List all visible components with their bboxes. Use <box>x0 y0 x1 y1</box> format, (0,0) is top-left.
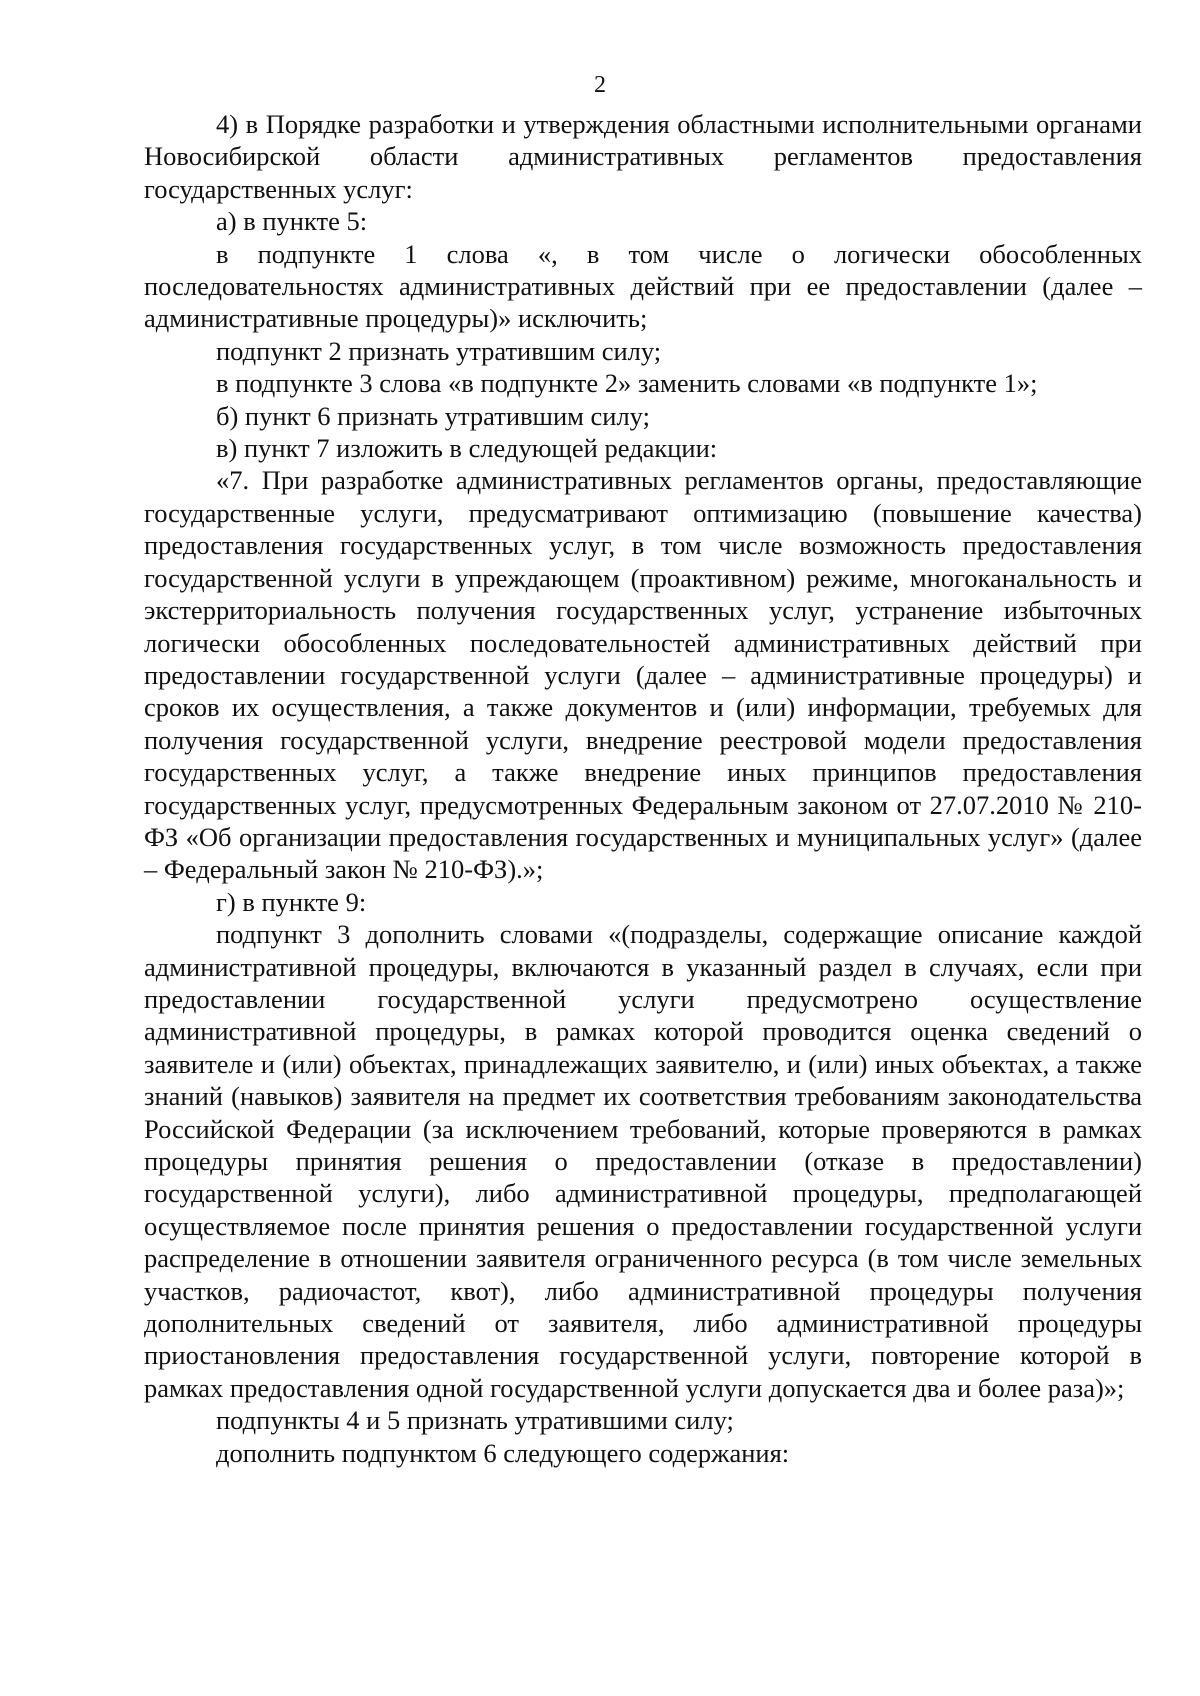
paragraph-subitem-v: в) пункт 7 изложить в следующей редакции: <box>216 433 718 464</box>
paragraph-subpoint-3-addition: подпункт 3 дополнить словами «(подразделы, содержащие описание каждой административной процедуры, включаются в указанный раздел в случаях, если при предоставлении государственной услуги предусмотрено осуществление административной процедуры, в рамках которой проводится оценка сведений о заявителе и (или) объектах, принадлежащих заявителю, и (или) иных объектах, а также знаний (навыков) заявителя на предмет их соответствия требованиям законодательства Российской Федерации (за исключением требований, которые проверяются в рамках процедуры принятия решения о предоставлении (отказе в предоставлении) государственной услуги), либо административной процедуры, предполагающей осуществляемое после принятия решения о предоставлении государственной услуги распределение в отношении заявителя ограниченного ресурса (в том числе земельных участков, радиочастот, квот), либо административной процедуры получения дополнительных сведений от заявителя, либо административной процедуры приостановления предоставления государственной услуги, повторение которой в рамках предоставления одной государственной услуги допускается два и более раза)»; <box>144 919 1142 1403</box>
document-body <box>144 108 1142 1469</box>
paragraph-subitem-b: б) пункт 6 признать утратившим силу; <box>216 400 650 431</box>
paragraph-subpoint-3: в подпункте 3 слова «в подпункте 2» заменить словами «в подпункте 1»; <box>216 368 1038 399</box>
paragraph-subpoint-1: в подпункте 1 слова «, в том числе о логически обособленных последовательностях административных действий при ее предоставлении (далее – административные процедуры)» исключить; <box>144 238 1142 334</box>
paragraph-subitem-g: г) в пункте 9: <box>216 886 367 917</box>
paragraph-subpoint-6-intro: дополнить подпунктом 6 следующего содержания: <box>216 1437 790 1468</box>
paragraph-item-4: 4) в Порядке разработки и утверждения областными исполнительными органами Новосибирской области административных регламентов предоставления государственных услуг: <box>144 109 1142 204</box>
paragraph-point-7-text: «7. При разработке административных регламентов органы, предоставляющие государственные услуги, предусматривают оптимизацию (повышение качества) предоставления государственных услуг, в том числе возможность предоставления государственной услуги в упреждающем (проактивном) режиме, многоканальность и экстерриториальность получения государственных услуг, устранение избыточных логически обособленных последовательностей административных действий при предоставлении государственной услуги (далее – административные процедуры) и сроков их осуществления, а также документов и (или) информации, требуемых для получения государственной услуги, внедрение реестровой модели предоставления государственных услуг, а также внедрение иных принципов предоставления государственных услуг, предусмотренных Федеральным законом от 27.07.2010 № 210-ФЗ «Об организации предоставления государственных и муниципальных услуг» (далее – Федеральный закон № 210-ФЗ).»; <box>144 465 1142 885</box>
paragraph-subpoint-2: подпункт 2 признать утратившим силу; <box>216 335 662 366</box>
paragraph-subpoints-4-5: подпункты 4 и 5 признать утратившими силу; <box>216 1405 734 1436</box>
paragraph-subitem-a: а) в пункте 5: <box>216 206 368 237</box>
page-number: 2 <box>594 72 606 98</box>
